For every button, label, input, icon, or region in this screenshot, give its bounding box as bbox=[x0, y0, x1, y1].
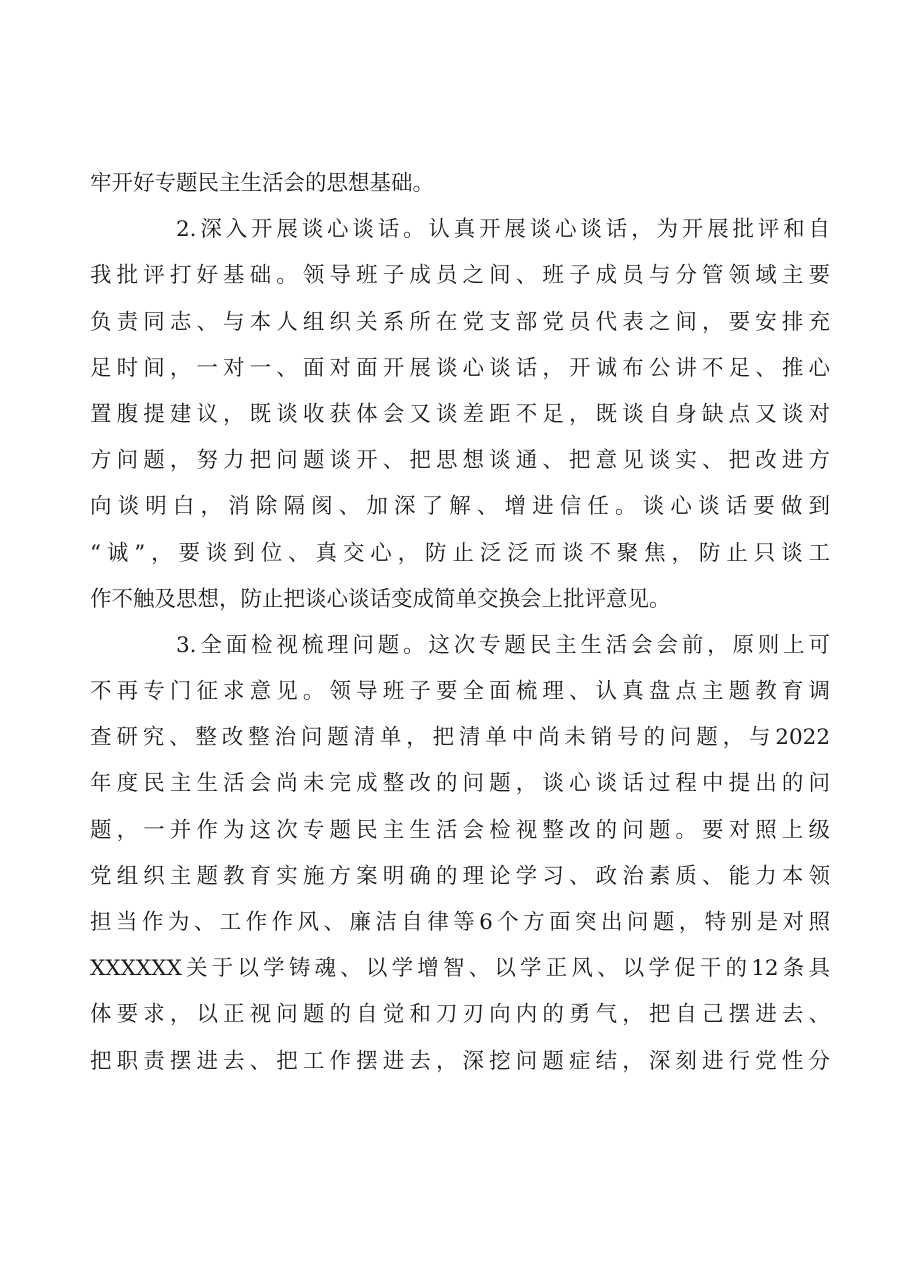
text-line: “诚”，要谈到位、真交心，防止泛泛而谈不聚焦，防止只谈工 bbox=[90, 540, 830, 566]
paragraph-talk-heart-to-heart bbox=[90, 207, 830, 623]
text-line: 我批评打好基础。领导班子成员之间、班子成员与分管领域主要 bbox=[90, 263, 830, 289]
text-line: 体要求，以正视问题的自觉和刀刃向内的勇气，把自己摆进去、 bbox=[90, 1002, 830, 1028]
text-line: 2.深入开展谈心谈话。认真开展谈心谈话，为开展批评和自 bbox=[176, 217, 830, 243]
text-line: 党组织主题教育实施方案明确的理论学习、政治素质、能力本领 bbox=[90, 863, 830, 889]
text-line: 向谈明白，消除隔阂、加深了解、增进信任。谈心谈话要做到 bbox=[90, 494, 830, 520]
text-line: 年度民主生活会尚未完成整改的问题，谈心谈话过程中提出的问 bbox=[90, 771, 830, 797]
text-line: 牢开好专题民主生活会的思想基础。 bbox=[90, 171, 435, 196]
text-line: XXXXXX关于以学铸魂、以学增智、以学正风、以学促干的12条具 bbox=[90, 956, 830, 982]
text-line: 置腹提建议，既谈收获体会又谈差距不足，既谈自身缺点又谈对 bbox=[90, 401, 830, 427]
text-line: 查研究、整改整治问题清单，把清单中尚未销号的问题，与2022 bbox=[90, 725, 830, 751]
paragraph-review-problems bbox=[90, 623, 830, 1085]
text-line: 担当作为、工作作风、廉洁自律等6个方面突出问题，特别是对照 bbox=[90, 910, 830, 935]
text-line: 负责同志、与本人组织关系所在党支部党员代表之间，要安排充 bbox=[90, 309, 830, 335]
text-line: 3.全面检视梳理问题。这次专题民主生活会会前，原则上可 bbox=[176, 632, 830, 658]
text-line: 把职责摆进去、把工作摆进去，深挖问题症结，深刻进行党性分 bbox=[90, 1048, 830, 1074]
text-line: 足时间，一对一、面对面开展谈心谈话，开诚布公讲不足、推心 bbox=[90, 355, 830, 381]
paragraph-continuation bbox=[90, 161, 830, 207]
text-line: 作不触及思想，防止把谈心谈话变成简单交换会上批评意见。 bbox=[90, 586, 671, 612]
text-line: 不再专门征求意见。领导班子要全面梳理、认真盘点主题教育调 bbox=[90, 679, 830, 705]
document-body bbox=[90, 161, 830, 1085]
text-line: 题，一并作为这次专题民主生活会检视整改的问题。要对照上级 bbox=[90, 817, 830, 843]
text-line: 方问题，努力把问题谈开、把思想谈通、把意见谈实、把改进方 bbox=[90, 448, 830, 474]
